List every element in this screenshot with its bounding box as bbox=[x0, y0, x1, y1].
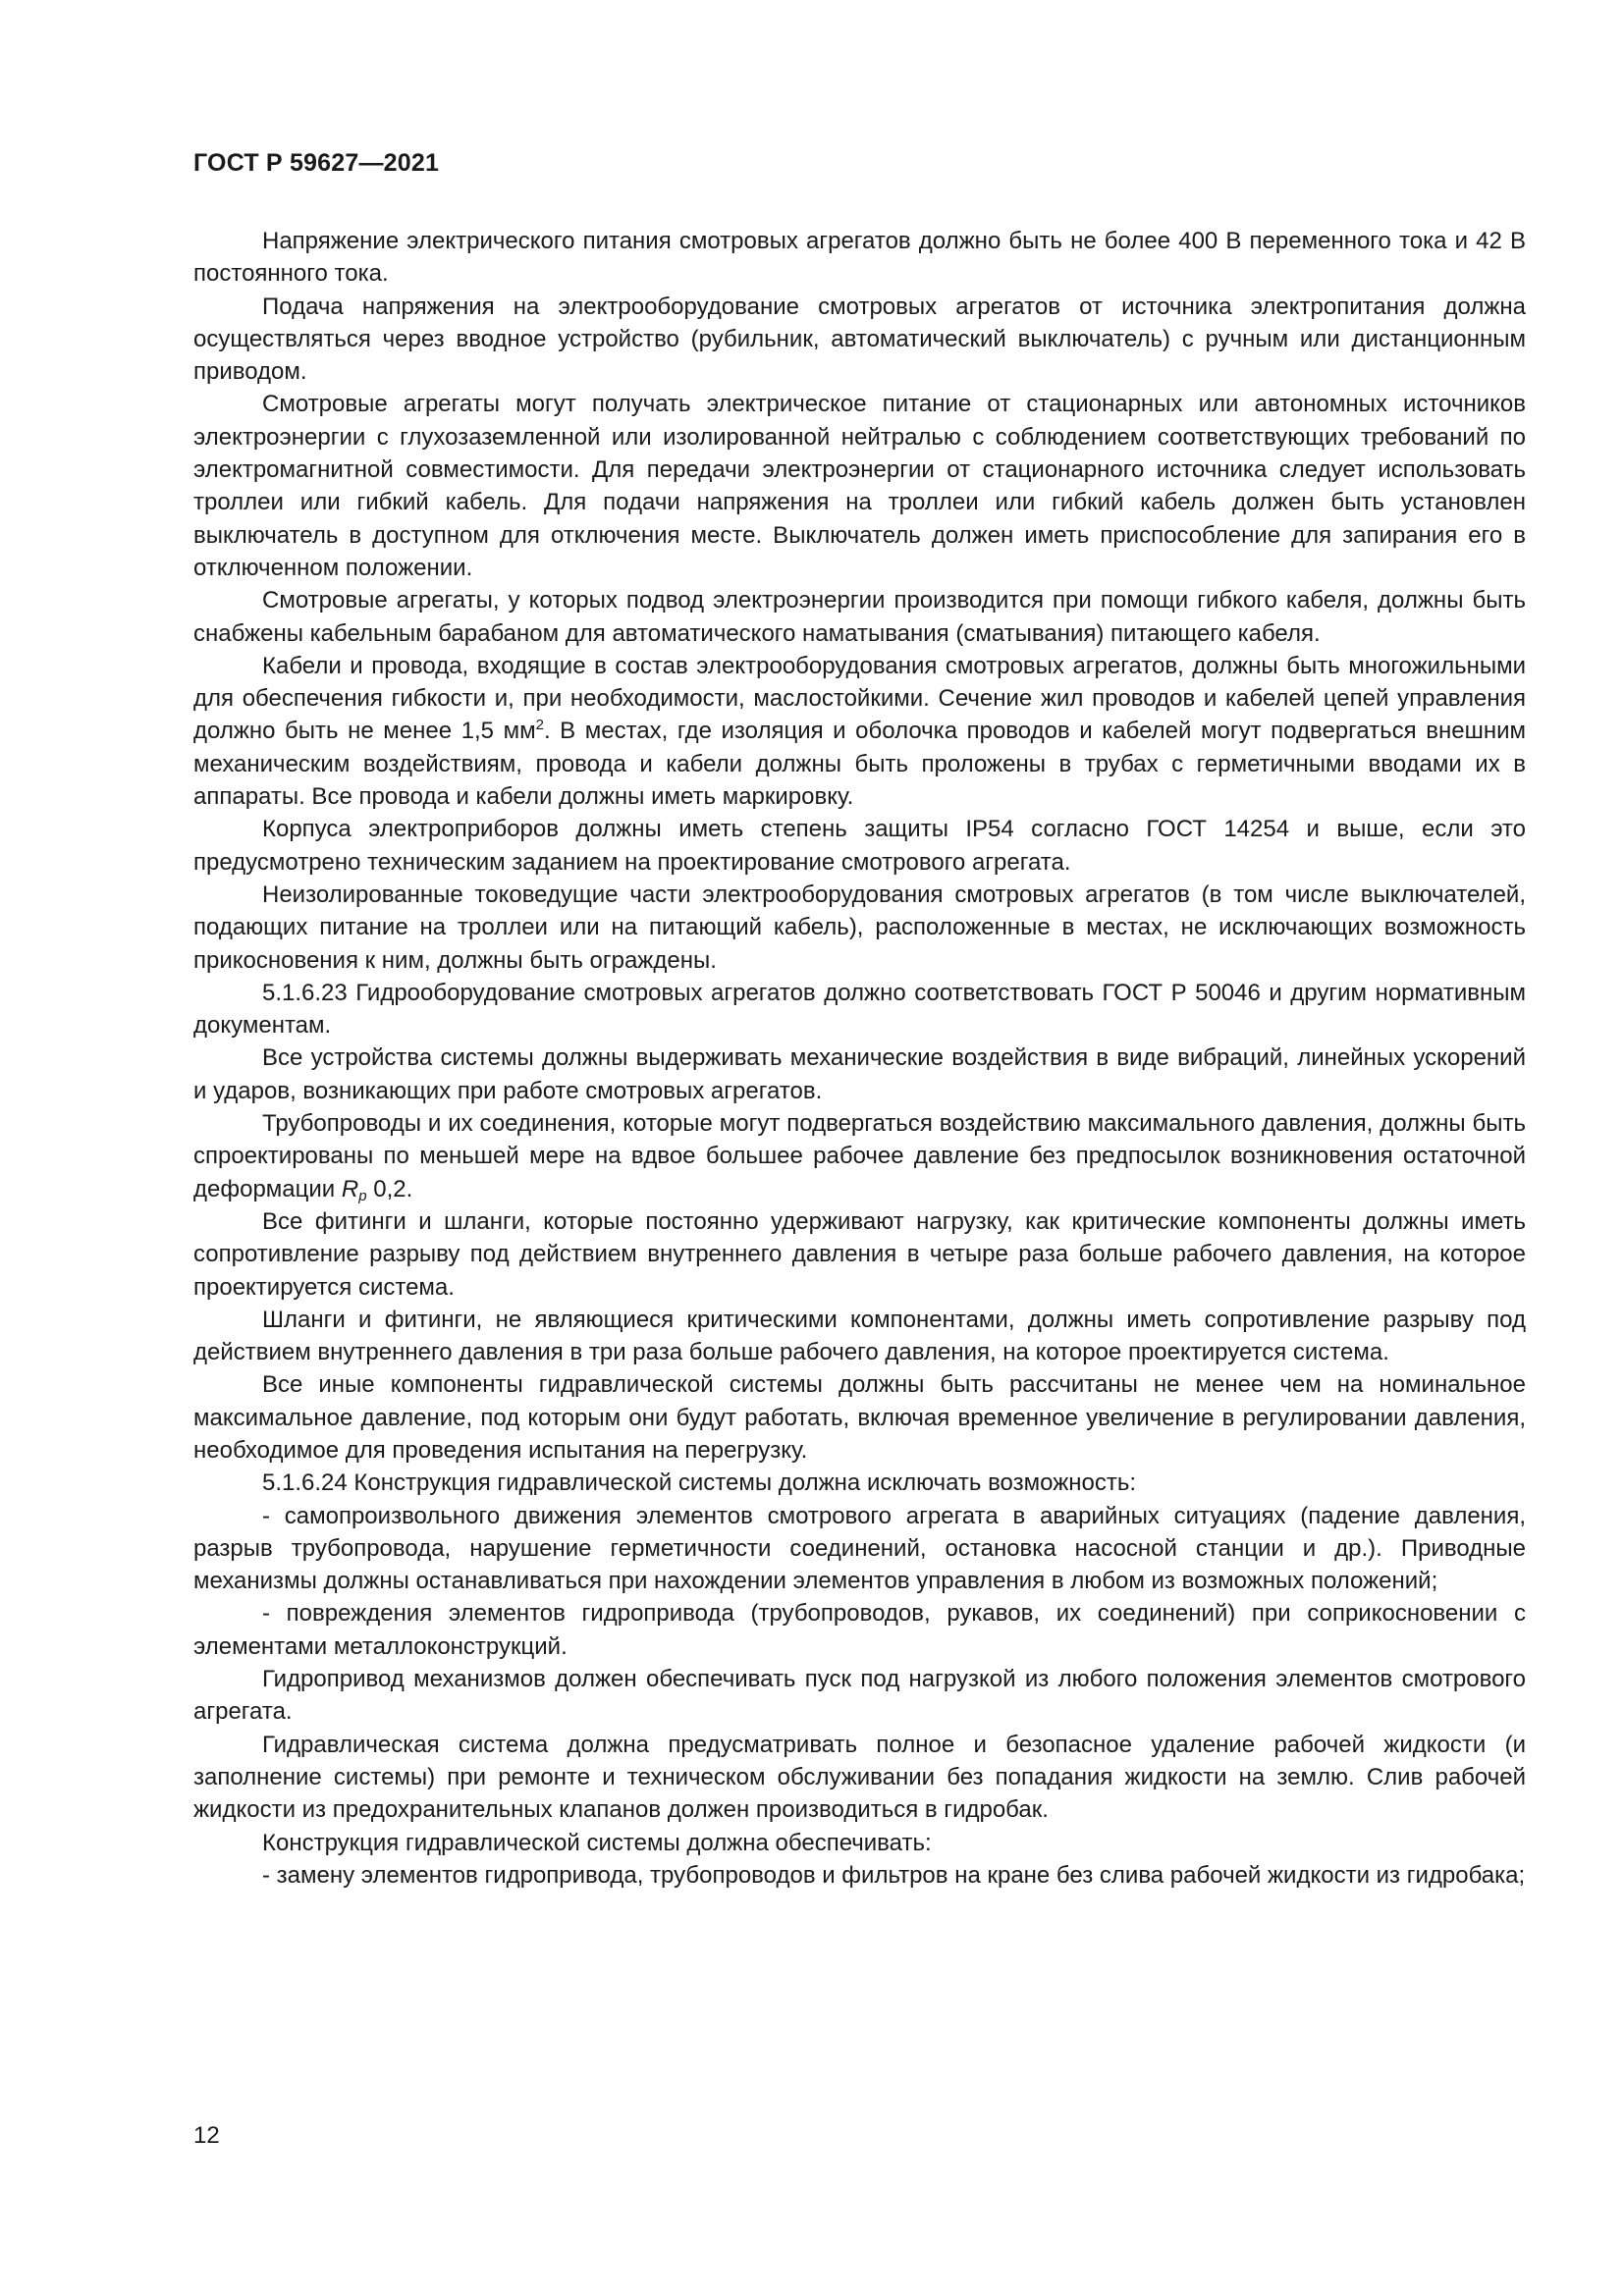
list-item-spontaneous-movement: - самопроизвольного движения элементов смотрового агрегата в аварийных ситуациях (падение давления, разрыв трубопровода, нарушение герметичности соединений, остановка насосной станции и др.). Приводные механизмы должны останавливаться при нахождении элементов управления в любом из возможных положений; bbox=[193, 1502, 1526, 1595]
page-number: 12 bbox=[193, 2122, 220, 2149]
paragraph-fluid-removal: Гидравлическая система должна предусматривать полное и безопасное удаление рабочей жидкости (и заполнение системы) при ремонте и техническом обслуживании без попадания жидкости на землю. Слив рабочей жидкости из предохранительных клапанов должен производиться в гидробак. bbox=[193, 1731, 1526, 1824]
paragraph-voltage-limit: Напряжение электрического питания смотровых агрегатов должно быть не более 400 В переменного тока и 42 В постоянного тока. bbox=[193, 228, 1526, 288]
paragraph-mechanical-loads: Все устройства системы должны выдерживать механические воздействия в виде вибраций, линейных ускорений и ударов, возникающих при работе смотровых агрегатов. bbox=[193, 1044, 1526, 1104]
yield-strength-symbol: $R_p$ bbox=[341, 1175, 367, 1204]
cables-superscript: 2 bbox=[535, 717, 544, 734]
list-item-hydraulic-damage: - повреждения элементов гидропривода (трубопроводов, рукавов, их соединений) при соприкосновении с элементами металлоконструкций. bbox=[193, 1600, 1526, 1660]
paragraph-power-supply-input: Подача напряжения на электрооборудование смотровых агрегатов от источника электропитания должна осуществляться через вводное устройство (рубильник, автоматический выключатель) с ручным или дистанционным приводом. bbox=[193, 293, 1526, 386]
paragraph-noncritical-fittings: Шланги и фитинги, не являющиеся критическими компонентами, должны иметь сопротивление разрыву под действием внутреннего давления в три раза больше рабочего давления, на которое проектируется система. bbox=[193, 1306, 1526, 1366]
paragraph-start-under-load: Гидропривод механизмов должен обеспечивать пуск под нагрузкой из любого положения элементов смотрового агрегата. bbox=[193, 1666, 1526, 1726]
paragraph-pipelines bbox=[193, 1107, 1526, 1205]
paragraph-cables-wires bbox=[193, 650, 1526, 813]
paragraph-power-sources: Смотровые агрегаты могут получать электрическое питание от стационарных или автономных источников электроэнергии с глухозаземленной или изолированной нейтралью с соблюдением соответствующих требований по электромагнитной совместимости. Для передачи электроэнергии от стационарного источника следует использовать троллеи или гибкий кабель. Для подачи напряжения на троллеи или гибкий кабель должен быть установлен выключатель в доступном для отключения месте. Выключатель должен иметь приспособление для запирания его в отключенном положении. bbox=[193, 391, 1526, 581]
body-text bbox=[193, 225, 1526, 1892]
list-item-element-replacement: - замену элементов гидропривода, трубопроводов и фильтров на кране без слива рабочей жидкости из гидробака; bbox=[262, 1861, 1526, 1889]
paragraph-live-parts: Неизолированные токоведущие части электрооборудования смотровых агрегатов (в том числе выключателей, подающих питание на троллеи или на питающий кабель), расположенные в местах, не исключающих возможность прикосновения к ним, должны быть ограждены. bbox=[193, 881, 1526, 974]
paragraph-5-1-6-24: 5.1.6.24 Конструкция гидравлической системы должна исключать возможность: bbox=[262, 1469, 1137, 1497]
cables-text-after: . В местах, где изоляция и оболочка проводов и кабелей могут подвергаться внешним механическим воздействиям, провода и кабели должны быть проложены в трубах с герметичными вводами их в аппараты. Все провода и кабели должны иметь маркировку. bbox=[193, 718, 1527, 811]
paragraph-system-must-provide: Конструкция гидравлической системы должна обеспечивать: bbox=[262, 1829, 932, 1856]
paragraph-critical-fittings: Все фитинги и шланги, которые постоянно удерживают нагрузку, как критические компоненты должны иметь сопротивление разрыву под действием внутреннего давления в четыре раза больше рабочего давления, на которое проектируется система. bbox=[193, 1207, 1526, 1301]
cables-text-before: Кабели и провода, входящие в состав электрооборудования смотровых агрегатов, должны быть многожильными для обеспечения гибкости и, при необходимости, маслостойкими. Сечение жил проводов и кабелей цепей управления должно быть не менее 1,5 мм bbox=[193, 652, 1526, 745]
standard-header: ГОСТ Р 59627—2021 bbox=[193, 149, 440, 177]
pipelines-text-after: 0,2. bbox=[366, 1175, 413, 1202]
paragraph-5-1-6-23: 5.1.6.23 Гидрооборудование смотровых агрегатов должно соответствовать ГОСТ Р 50046 и другим нормативным документам. bbox=[193, 979, 1526, 1040]
paragraph-other-components: Все иные компоненты гидравлической системы должны быть рассчитаны не менее чем на номинальное максимальное давление, под которым они будут работать, включая временное увеличение в регулировании давления, необходимое для проведения испытания на перегрузку. bbox=[193, 1371, 1526, 1464]
pipelines-text-before: Трубопроводы и их соединения, которые могут подвергаться воздействию максимального давления, должны быть спроектированы по меньшей мере на вдвое большее рабочее давление без предпосылок возникновения остаточной деформации bbox=[193, 1110, 1526, 1202]
paragraph-ip-protection: Корпуса электроприборов должны иметь степень защиты IP54 согласно ГОСТ 14254 и выше, если это предусмотрено техническим заданием на проектирование смотрового агрегата. bbox=[193, 816, 1526, 876]
paragraph-cable-drum: Смотровые агрегаты, у которых подвод электроэнергии производится при помощи гибкого кабеля, должны быть снабжены кабельным барабаном для автоматического наматывания (сматывания) питающего кабеля. bbox=[193, 587, 1526, 647]
